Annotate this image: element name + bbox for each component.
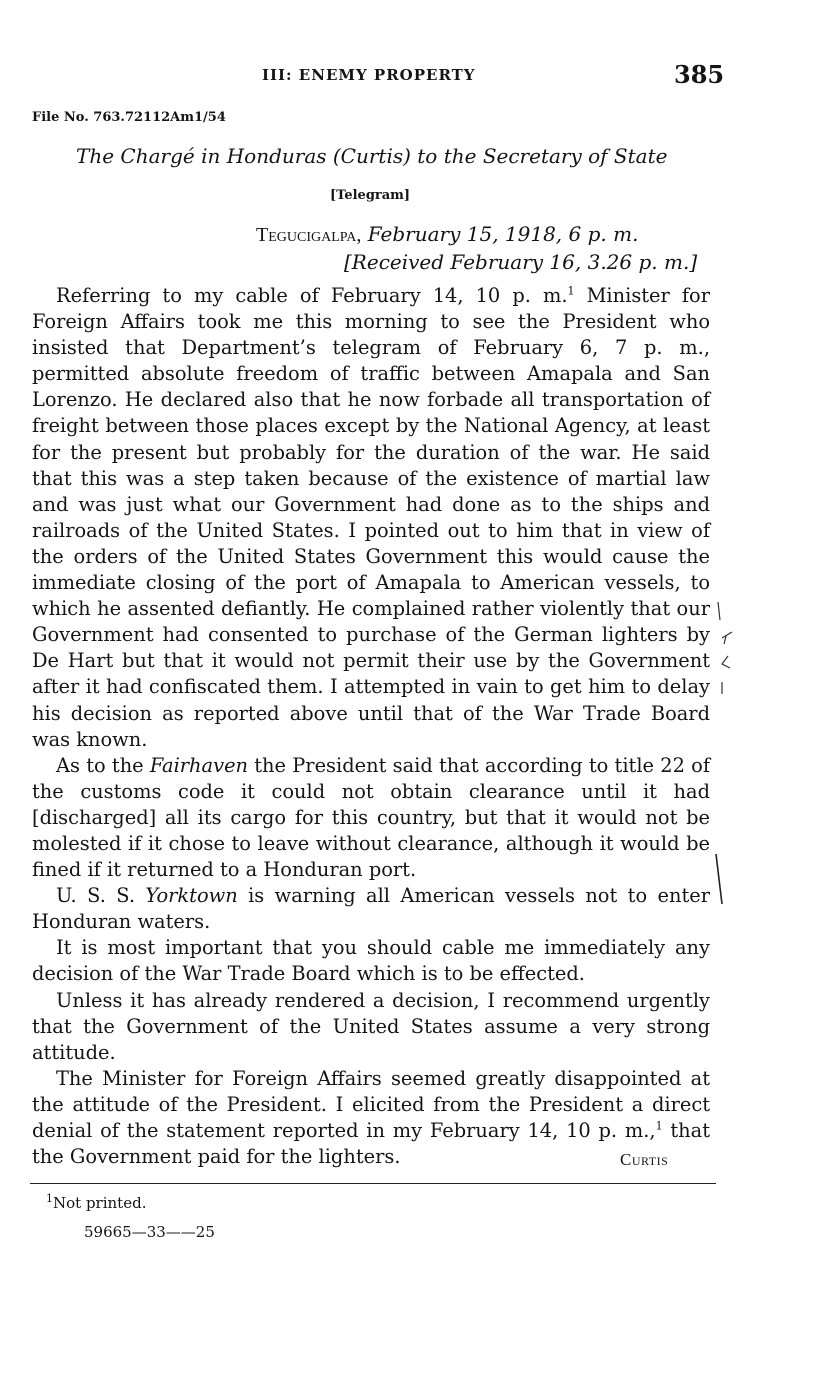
footnote-text: Not printed. [53,1194,147,1212]
paragraph-2 [32,753,710,883]
margin-annotation-bar [712,850,732,910]
document-title: The Chargé in Honduras (Curtis) to the Secretary of State [76,144,668,168]
page-number: 385 [674,60,725,89]
footnote-marker: 1 [46,1192,53,1205]
dateline [256,222,638,247]
paragraph-6 [32,1066,710,1170]
paragraph-2-after: the President said that according to title 22 of the customs code it could not obtain clearance until it had [discharged] all its cargo for this country, but that it would not be molested if it chose to leave without clearance, although it would be fined if it returned to a Honduran port. [32,753,710,882]
ship-name-fairhaven: Fairhaven [149,753,249,777]
received-note: [Received February 16, 3.26 p. m.] [344,250,698,274]
file-number: File No. 763.72112Am1/54 [32,110,226,125]
footnote [46,1194,146,1212]
dateline-date: February 15, 1918, 6 p. m. [367,222,639,246]
telegram-body [32,283,710,1170]
ship-name-yorktown: Yorktown [145,884,238,908]
margin-annotation-marks [712,598,742,698]
dateline-place: Tegucigalpa, [256,224,362,246]
footnote-ref: 1 [567,284,575,298]
paragraph-6-lead: The Minister for Foreign Affairs seemed greatly disappointed at the attitude of the President. I elicited from the President a direct denial of the statement reported in my February 14, 10 p. m., [32,1066,710,1142]
paragraph-3-after: is warning all American vessels not to enter Honduran waters. [32,884,710,934]
paragraph-4: It is most important that you should cable me immediately any decision of the War Trade Board which is to be effected. [32,936,710,986]
signature: Curtis [620,1150,669,1169]
footnote-ref: 1 [655,1119,663,1133]
paragraph-2-before: As to the [56,753,150,777]
paragraph-5: Unless it has already rendered a decision, I recommend urgently that the Government of the United States assume a very strong attitude. [32,988,710,1064]
running-head: III: ENEMY PROPERTY [262,66,476,84]
document-type: [Telegram] [330,188,411,203]
paragraph-3 [32,883,710,935]
paragraph-1-rest: Minister for Foreign Affairs took me this morning to see the President who insisted that Department’s telegram of February 6, 7 p. m., permitted absolute freedom of traffic between Amapala and San Lorenzo. He declared also that he now forbade all transportation of freight between those places except by the National Agency, at least for the present but probably for the duration of the war. He said that this was a step taken because of the existence of martial law and was just what our Government had done as to the ships and railroads of the United States. I pointed out to him that in view of the orders of the United States Government this would cause the immediate closing of the port of Amapala to American vessels, to which he assented defiantly. He complained rather violently that our Government had consented to purchase of the German lighters by De Hart but that it would not permit their use by the Government after it had confiscated them. I attempted in vain to get him to delay his decision as reported above until that of the War Trade Board was known. [32,284,710,751]
paragraph-1-lead: Referring to my cable of February 14, 10 p. m. [56,284,568,307]
footnote-rule [30,1183,716,1184]
paragraph-1 [32,283,710,753]
paragraph-3-before: U. S. S. [56,884,146,908]
paragraph-6-rest: that the Government paid for the lighters. [32,1119,710,1169]
print-code: 59665—33——25 [84,1223,215,1241]
